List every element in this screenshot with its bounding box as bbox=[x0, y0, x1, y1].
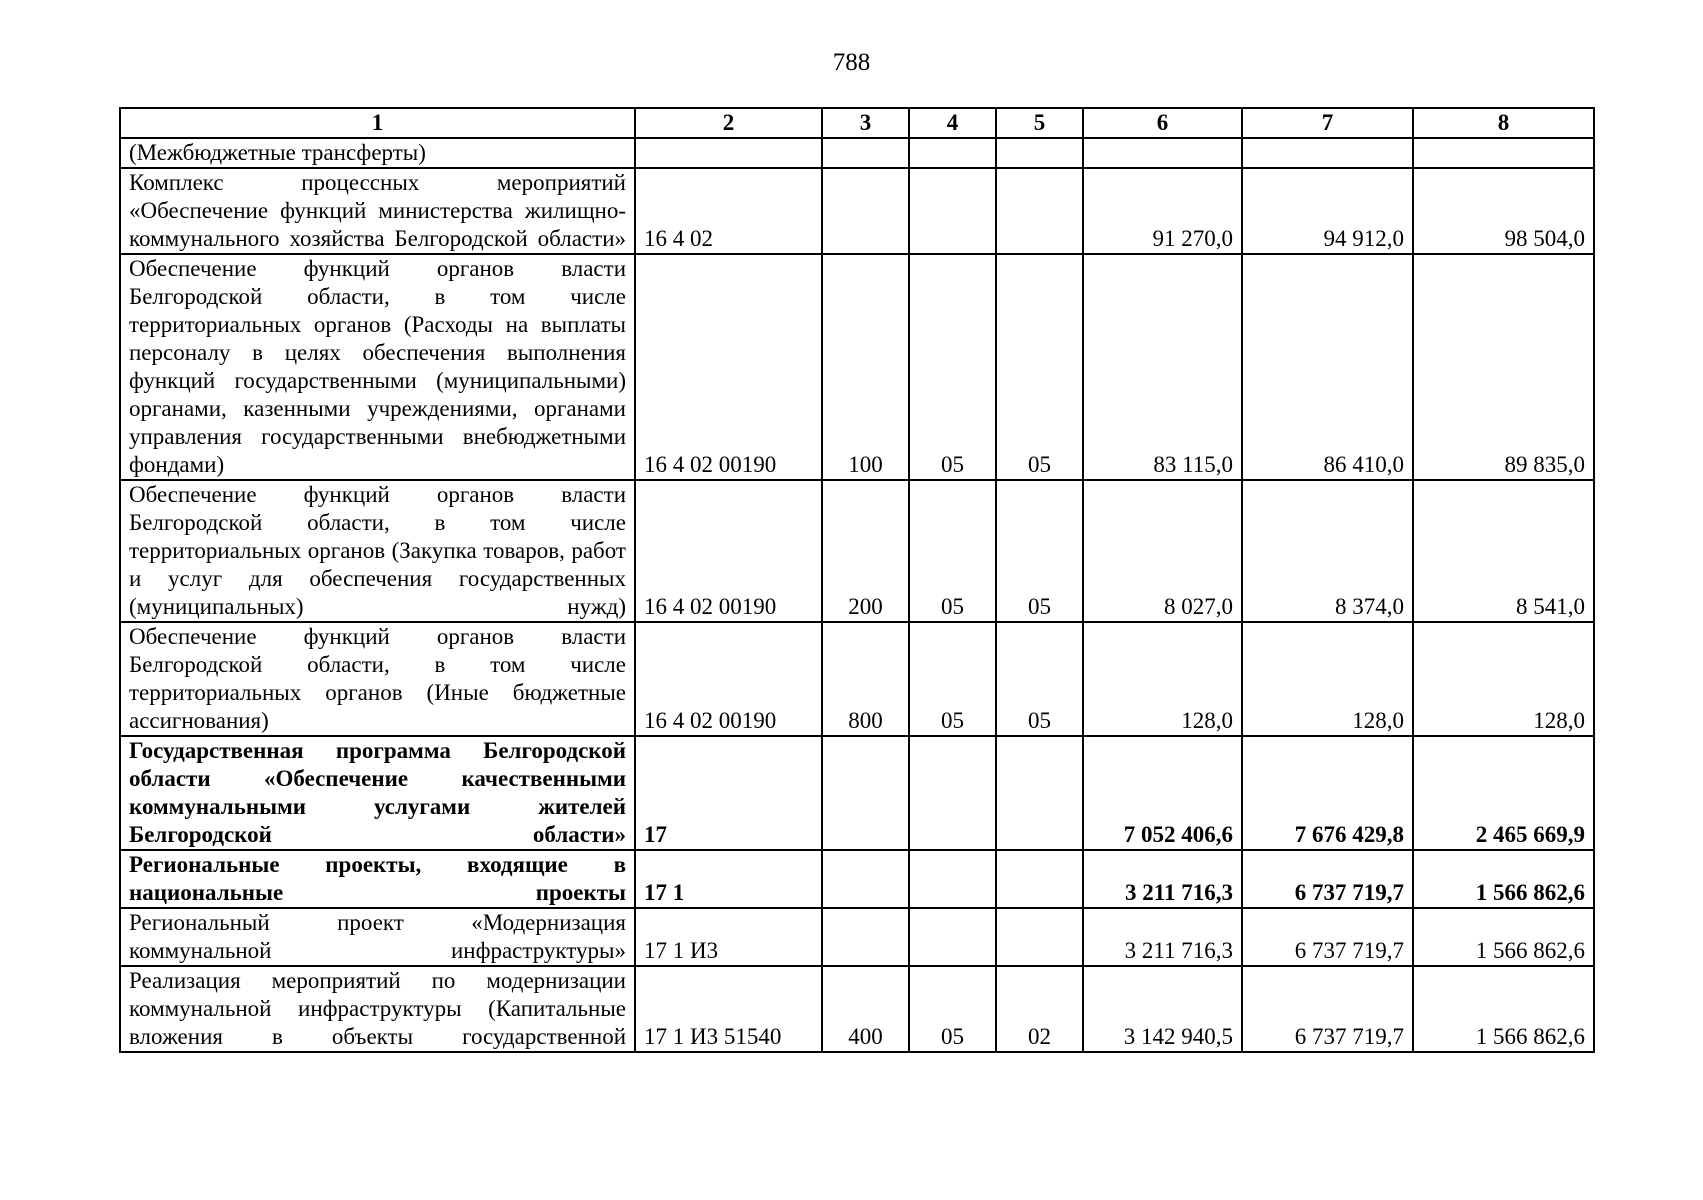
subsection-cell: 02 bbox=[996, 966, 1083, 1052]
value-col7-cell: 128,0 bbox=[1242, 622, 1413, 736]
section-cell bbox=[909, 138, 996, 168]
value-col6-cell: 3 211 716,3 bbox=[1083, 850, 1242, 908]
value-col8-cell: 98 504,0 bbox=[1413, 168, 1594, 254]
expense-type-cell: 800 bbox=[822, 622, 909, 736]
section-cell: 05 bbox=[909, 480, 996, 622]
code-cell: 17 1 И3 bbox=[635, 908, 822, 966]
section-cell: 05 bbox=[909, 622, 996, 736]
code-cell: 16 4 02 00190 bbox=[635, 480, 822, 622]
description-cell: Государственная программа Белгородской области «Обеспечение качественными коммунальными услугами жителей Белгородской области» bbox=[120, 736, 635, 850]
description-cell: (Межбюджетные трансферты) bbox=[120, 138, 635, 168]
header-cell: 2 bbox=[635, 108, 822, 138]
expense-type-cell: 100 bbox=[822, 254, 909, 480]
value-col8-cell bbox=[1413, 138, 1594, 168]
section-cell bbox=[909, 850, 996, 908]
subsection-cell: 05 bbox=[996, 254, 1083, 480]
subsection-cell: 05 bbox=[996, 622, 1083, 736]
subsection-cell bbox=[996, 736, 1083, 850]
expense-type-cell bbox=[822, 138, 909, 168]
value-col7-cell: 6 737 719,7 bbox=[1242, 850, 1413, 908]
value-col7-cell: 7 676 429,8 bbox=[1242, 736, 1413, 850]
table-row bbox=[120, 622, 1594, 736]
description-cell: Обеспечение функций органов власти Белгородской области, в том числе территориальных органов (Закупка товаров, работ и услуг для обеспечения государственных (муниципальных) нужд) bbox=[120, 480, 635, 622]
table-header-row bbox=[120, 108, 1594, 138]
code-cell: 16 4 02 bbox=[635, 168, 822, 254]
value-col8-cell: 1 566 862,6 bbox=[1413, 966, 1594, 1052]
value-col7-cell: 8 374,0 bbox=[1242, 480, 1413, 622]
header-cell: 4 bbox=[909, 108, 996, 138]
section-cell: 05 bbox=[909, 254, 996, 480]
header-cell: 6 bbox=[1083, 108, 1242, 138]
table-row bbox=[120, 736, 1594, 850]
subsection-cell bbox=[996, 168, 1083, 254]
code-cell bbox=[635, 138, 822, 168]
description-cell: Обеспечение функций органов власти Белгородской области, в том числе территориальных органов (Иные бюджетные ассигнования) bbox=[120, 622, 635, 736]
value-col6-cell bbox=[1083, 138, 1242, 168]
header-cell: 8 bbox=[1413, 108, 1594, 138]
value-col8-cell: 2 465 669,9 bbox=[1413, 736, 1594, 850]
header-cell: 1 bbox=[120, 108, 635, 138]
description-cell: Региональный проект «Модернизация коммунальной инфраструктуры» bbox=[120, 908, 635, 966]
expense-type-cell: 200 bbox=[822, 480, 909, 622]
description-cell: Реализация мероприятий по модернизации коммунальной инфраструктуры (Капитальные вложения в объекты государственной bbox=[120, 966, 635, 1052]
value-col7-cell: 86 410,0 bbox=[1242, 254, 1413, 480]
value-col6-cell: 91 270,0 bbox=[1083, 168, 1242, 254]
value-col6-cell: 7 052 406,6 bbox=[1083, 736, 1242, 850]
value-col7-cell: 94 912,0 bbox=[1242, 168, 1413, 254]
code-cell: 17 1 И3 51540 bbox=[635, 966, 822, 1052]
code-cell: 16 4 02 00190 bbox=[635, 622, 822, 736]
code-cell: 17 bbox=[635, 736, 822, 850]
expense-type-cell: 400 bbox=[822, 966, 909, 1052]
expense-type-cell bbox=[822, 908, 909, 966]
code-cell: 16 4 02 00190 bbox=[635, 254, 822, 480]
section-cell bbox=[909, 736, 996, 850]
header-cell: 7 bbox=[1242, 108, 1413, 138]
table-row bbox=[120, 480, 1594, 622]
code-cell: 17 1 bbox=[635, 850, 822, 908]
expense-type-cell bbox=[822, 850, 909, 908]
value-col6-cell: 8 027,0 bbox=[1083, 480, 1242, 622]
budget-table bbox=[119, 107, 1595, 1053]
table-row bbox=[120, 254, 1594, 480]
table-row bbox=[120, 908, 1594, 966]
value-col7-cell: 6 737 719,7 bbox=[1242, 908, 1413, 966]
table-row bbox=[120, 168, 1594, 254]
header-cell: 3 bbox=[822, 108, 909, 138]
table-row bbox=[120, 966, 1594, 1052]
table-row bbox=[120, 850, 1594, 908]
subsection-cell bbox=[996, 850, 1083, 908]
description-cell: Обеспечение функций органов власти Белгородской области, в том числе территориальных органов (Расходы на выплаты персоналу в целях обеспечения выполнения функций государственными (муниципальными) органами, казенными учреждениями, органами управления государственными внебюджетными фондами) bbox=[120, 254, 635, 480]
value-col6-cell: 128,0 bbox=[1083, 622, 1242, 736]
section-cell bbox=[909, 168, 996, 254]
value-col7-cell: 6 737 719,7 bbox=[1242, 966, 1413, 1052]
header-cell: 5 bbox=[996, 108, 1083, 138]
section-cell: 05 bbox=[909, 966, 996, 1052]
value-col8-cell: 8 541,0 bbox=[1413, 480, 1594, 622]
value-col6-cell: 3 211 716,3 bbox=[1083, 908, 1242, 966]
value-col6-cell: 83 115,0 bbox=[1083, 254, 1242, 480]
table-row bbox=[120, 138, 1594, 168]
value-col8-cell: 128,0 bbox=[1413, 622, 1594, 736]
subsection-cell bbox=[996, 908, 1083, 966]
value-col8-cell: 89 835,0 bbox=[1413, 254, 1594, 480]
description-cell: Комплекс процессных мероприятий «Обеспечение функций министерства жилищно-коммунального хозяйства Белгородской области» bbox=[120, 168, 635, 254]
expense-type-cell bbox=[822, 736, 909, 850]
subsection-cell: 05 bbox=[996, 480, 1083, 622]
value-col8-cell: 1 566 862,6 bbox=[1413, 908, 1594, 966]
value-col8-cell: 1 566 862,6 bbox=[1413, 850, 1594, 908]
value-col6-cell: 3 142 940,5 bbox=[1083, 966, 1242, 1052]
page-number: 788 bbox=[832, 49, 871, 76]
expense-type-cell bbox=[822, 168, 909, 254]
description-cell: Региональные проекты, входящие в национальные проекты bbox=[120, 850, 635, 908]
subsection-cell bbox=[996, 138, 1083, 168]
table-body bbox=[120, 108, 1594, 1052]
section-cell bbox=[909, 908, 996, 966]
value-col7-cell bbox=[1242, 138, 1413, 168]
